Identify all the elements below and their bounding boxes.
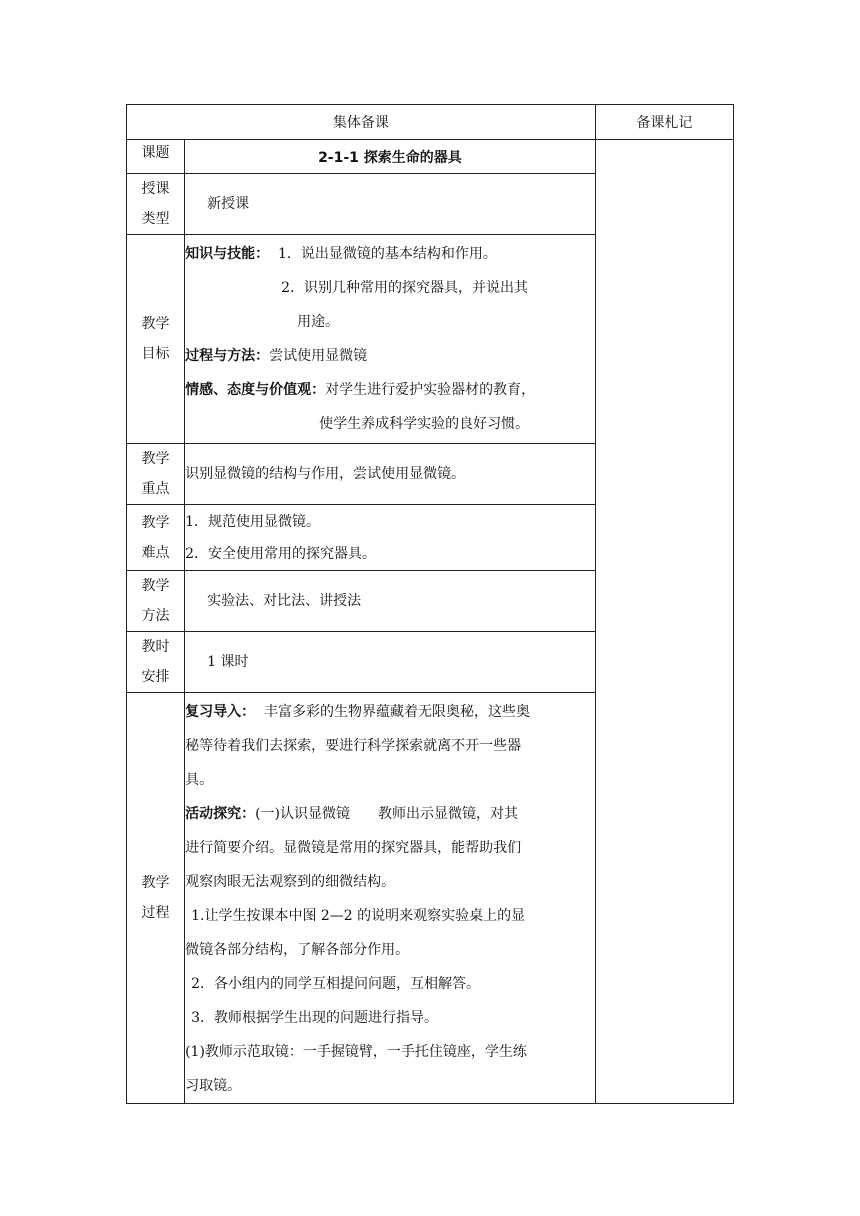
- lesson-type-label: 授课 类型: [127, 174, 185, 235]
- attitude-line-2: 使学生养成科学实验的良好习惯。: [319, 416, 530, 432]
- process-label: 教学 过程: [127, 693, 185, 1104]
- objectives-content: [185, 235, 596, 444]
- lesson-plan-table: [126, 104, 734, 1104]
- methods-label: 教学 方法: [127, 571, 185, 632]
- skills-line-1: 知识与技能： 1．说出显微镜的基本结构和作用。: [185, 246, 497, 262]
- schedule-label: 教时 安排: [127, 632, 185, 693]
- methods-value: 实验法、对比法、讲授法: [185, 571, 596, 632]
- attitude-line-1: 情感、态度与价值观：对学生进行爱护实验器材的教育，: [185, 382, 536, 398]
- process-content: 复习导入： 丰富多彩的生物界蕴藏着无限奥秘，这些奥 秘等待着我们去探索，要进行科学探索就离不开一些器 具。 活动探究：(一)认识显微镜 教师出示显微镜，对其 进行简要介绍。显微镜是常用的探究器具，能帮助我们 观察肉眼无法观察到的细微结构。 1.让学生按课本中图 2—2 的说明来观察实验桌上的显 微镜各部分结构，了解各部分作用。 2．各小组内的同学互相提问问题，互相解答。 3．教师根据学生出现的问题进行指导。 (1)教师示范取镜：一手握镜臂，一手托住镜座，学生练 习取镜。: [185, 693, 596, 1104]
- key-points-value: 识别显微镜的结构与作用，尝试使用显微镜。: [185, 444, 596, 505]
- key-points-label: 教学 重点: [127, 444, 185, 505]
- header-main: 集体备课: [127, 105, 596, 140]
- schedule-value: 1 课时: [185, 632, 596, 693]
- skills-line-2: 2．识别几种常用的探究器具，并说出其: [281, 280, 528, 296]
- notes-column: [595, 140, 733, 1104]
- process-method-line: 过程与方法：尝试使用显微镜: [185, 348, 368, 364]
- topic-title: 2-1-1 探索生命的器具: [185, 140, 596, 174]
- header-notes: 备课札记: [595, 105, 733, 140]
- topic-label: 课题: [127, 140, 185, 174]
- lesson-type-value: 新授课: [185, 174, 596, 235]
- difficulties-label: 教学 难点: [127, 505, 185, 571]
- difficulties-content: 1．规范使用显微镜。 2．安全使用常用的探究器具。: [185, 505, 596, 571]
- skills-line-3: 用途。: [297, 314, 340, 330]
- header-row: [127, 105, 734, 140]
- objectives-label: 教学 目标: [127, 235, 185, 444]
- topic-row: [127, 140, 734, 174]
